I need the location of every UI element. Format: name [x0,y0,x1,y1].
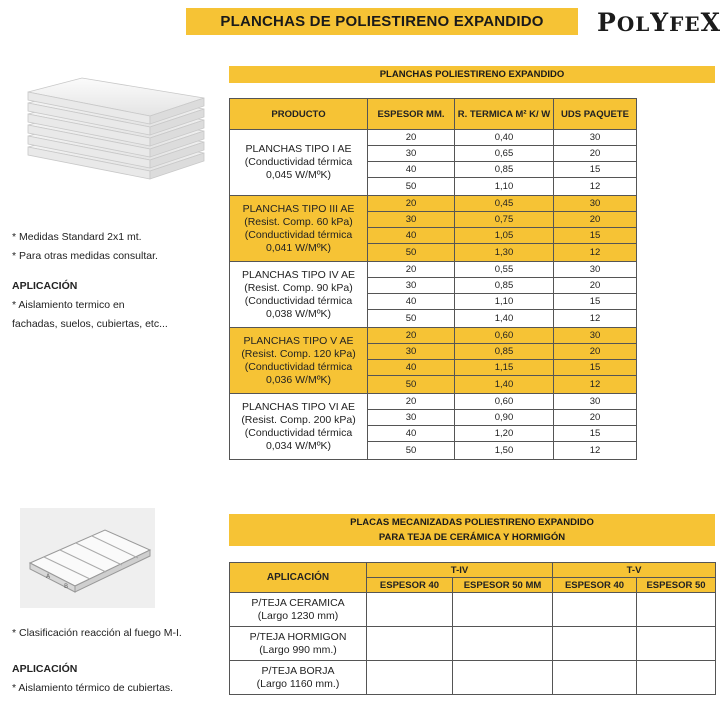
product-name-line: 0,038 W/MºK) [265,307,332,320]
brand-letter: OL [616,11,651,36]
aplicacion-cell [230,661,367,695]
aplicacion-line: (Largo 1160 mm.) [256,677,340,690]
table-row [230,196,637,212]
uds-paquete-cell: 30 [554,262,637,278]
r-termica-cell: 1,10 [455,294,554,310]
product-name-line: (Conductividad térmica [244,156,353,168]
header-espesor: ESPESOR MM. [368,99,455,130]
aplicacion-cell [230,593,367,627]
table1-title: PLANCHAS POLIESTIRENO EXPANDIDO [229,66,715,83]
empty-value-cell [453,593,553,627]
empty-value-cell [453,661,553,695]
espesor-cell: 30 [368,278,455,294]
empty-value-cell [637,661,716,695]
empty-value-cell [553,593,637,627]
uds-paquete-cell: 12 [554,310,637,328]
product-name-line: (Conductividad térmica [244,294,353,307]
brand-letter: E [684,11,701,36]
r-termica-cell: 0,60 [455,328,554,344]
uds-paquete-cell: 15 [554,426,637,442]
product-name-line: (Conductividad térmica [244,228,353,241]
header-uds-paquete: UDS PAQUETE [554,99,637,130]
espesor-cell: 50 [368,442,455,460]
r-termica-cell: 0,40 [455,130,554,146]
espesor-cell: 40 [368,228,455,244]
brand-logo-text [597,8,721,37]
empty-value-cell [637,627,716,661]
planchas-table-header [230,99,637,130]
header-aplicacion: APLICACIÓN [230,563,367,593]
uds-paquete-cell: 30 [554,394,637,410]
espesor-cell: 20 [368,328,455,344]
header-group-tiv: T-IV [367,563,553,578]
product-name-line: (Resist. Comp. 60 kPa) [244,215,353,228]
r-termica-cell: 0,60 [455,394,554,410]
uds-paquete-cell: 20 [554,146,637,162]
uds-paquete-cell: 20 [554,278,637,294]
r-termica-cell: 0,85 [455,344,554,360]
product-name-line: (Resist. Comp. 120 kPa) [241,347,356,360]
uds-paquete-cell: 30 [554,328,637,344]
uds-paquete-cell: 15 [554,228,637,244]
svg-text:A: A [46,573,51,580]
espesor-cell: 20 [368,262,455,278]
espesor-cell: 30 [368,410,455,426]
uds-paquete-cell: 30 [554,196,637,212]
measures-other: * Para otras medidas consultar. [12,250,158,262]
r-termica-cell: 1,10 [455,178,554,196]
header-espesor-40-tiv: ESPESOR 40 [367,578,453,593]
empty-value-cell [367,593,453,627]
planchas-table [229,98,637,460]
r-termica-cell: 0,85 [455,278,554,294]
header-espesor-50-tv: ESPESOR 50 [637,578,716,593]
product-name-line: 0,034 W/MºK) [265,439,332,452]
table-row [230,627,716,661]
measures-info [12,228,158,266]
r-termica-cell: 0,55 [455,262,554,278]
espesor-cell: 50 [368,376,455,394]
table-row [230,262,637,278]
header-r-termica: R. TERMICA M² K/ W [455,99,554,130]
placas-table [229,562,716,695]
uds-paquete-cell: 12 [554,178,637,196]
application-line-2: fachadas, suelos, cubiertas, etc... [12,318,168,330]
r-termica-cell: 0,90 [455,410,554,426]
table-row [230,661,716,695]
product-name-line: (Conductividad térmica [244,426,353,439]
uds-paquete-cell: 15 [554,294,637,310]
espesor-cell: 30 [368,344,455,360]
header-espesor-40-tv: ESPESOR 40 [553,578,637,593]
product-name-cell [230,130,368,196]
product-name-line: 0,045 W/MºK) [265,169,332,181]
empty-value-cell [367,661,453,695]
espesor-cell: 40 [368,426,455,442]
product-name-cell [230,394,368,460]
empty-value-cell [637,593,716,627]
brand-logo [597,4,722,40]
aplicacion-line: (Largo 990 mm.) [259,643,337,656]
aplicacion-cell [230,627,367,661]
application-title: APLICACIÓN [12,280,78,292]
empty-value-cell [553,661,637,695]
espesor-cell: 50 [368,244,455,262]
aplicacion-line: P/TEJA BORJA [261,664,335,677]
product-name-line: 0,041 W/MºK) [265,241,332,254]
uds-paquete-cell: 20 [554,344,637,360]
r-termica-cell: 0,85 [455,162,554,178]
espesor-cell: 50 [368,310,455,328]
uds-paquete-cell: 12 [554,442,637,460]
espesor-cell: 20 [368,196,455,212]
product-name-line: PLANCHAS TIPO I AE [245,143,352,155]
fire-class: * Clasificación reacción al fuego M-I. [12,627,182,639]
application2-info [12,660,173,698]
product-name-cell [230,196,368,262]
polystyrene-sheets-image [22,72,208,196]
uds-paquete-cell: 12 [554,244,637,262]
table2-title-line-1: PLACAS MECANIZADAS POLIESTIRENO EXPANDIDO [350,517,594,528]
product-name-line: PLANCHAS TIPO III AE [242,202,355,215]
r-termica-cell: 0,75 [455,212,554,228]
product-name-cell [230,262,368,328]
uds-paquete-cell: 20 [554,212,637,228]
r-termica-cell: 0,45 [455,196,554,212]
espesor-cell: 20 [368,130,455,146]
table-row [230,593,716,627]
header-producto: PRODUCTO [230,99,368,130]
aplicacion-line: P/TEJA CERAMICA [251,596,345,609]
application-info [12,277,168,334]
header-group-tv: T-V [553,563,716,578]
product-name-line: 0,036 W/MºK) [265,373,332,386]
table2-title [229,514,715,546]
application-line-1: * Aislamiento termico en [12,299,125,311]
espesor-cell: 40 [368,294,455,310]
table-row [230,394,637,410]
table2-title-line-2: PARA TEJA DE CERÁMICA Y HORMIGÓN [378,532,566,543]
r-termica-cell: 1,20 [455,426,554,442]
measures-standard: * Medidas Standard 2x1 mt. [12,231,142,243]
r-termica-cell: 1,40 [455,310,554,328]
product-name-line: PLANCHAS TIPO IV AE [241,268,355,281]
application2-title: APLICACIÓN [12,663,78,675]
uds-paquete-cell: 20 [554,410,637,426]
mechanized-plate-image [20,508,155,608]
espesor-cell: 40 [368,162,455,178]
header-espesor-50-tiv: ESPESOR 50 MM [453,578,553,593]
espesor-cell: 30 [368,212,455,228]
brand-letter: P [597,7,617,37]
brand-letter: X [700,7,722,37]
brand-letter: F [669,11,685,36]
product-name-line: (Resist. Comp. 200 kPa) [241,413,356,426]
empty-value-cell [553,627,637,661]
aplicacion-line: (Largo 1230 mm) [257,609,339,622]
empty-value-cell [453,627,553,661]
product-name-line: (Resist. Comp. 90 kPa) [244,281,353,294]
r-termica-cell: 1,15 [455,360,554,376]
product-name-line: PLANCHAS TIPO VI AE [241,400,355,413]
aplicacion-line: P/TEJA HORMIGON [249,630,347,643]
table-row [230,130,637,146]
product-name-cell [230,328,368,394]
application2-line-1: * Aislamiento térmico de cubiertas. [12,682,174,694]
product-name-line: (Conductividad térmica [244,360,353,373]
uds-paquete-cell: 15 [554,162,637,178]
espesor-cell: 20 [368,394,455,410]
r-termica-cell: 1,40 [455,376,554,394]
brand-letter: Y [650,7,670,37]
espesor-cell: 50 [368,178,455,196]
svg-text:B: B [64,583,69,590]
r-termica-cell: 1,50 [455,442,554,460]
r-termica-cell: 0,65 [455,146,554,162]
table-row [230,328,637,344]
uds-paquete-cell: 15 [554,360,637,376]
uds-paquete-cell: 30 [554,130,637,146]
page-title: PLANCHAS DE POLIESTIRENO EXPANDIDO [186,8,578,35]
empty-value-cell [367,627,453,661]
espesor-cell: 40 [368,360,455,376]
r-termica-cell: 1,05 [455,228,554,244]
uds-paquete-cell: 12 [554,376,637,394]
r-termica-cell: 1,30 [455,244,554,262]
product-name-line: PLANCHAS TIPO V AE [243,334,354,347]
fire-class-info [12,624,182,643]
espesor-cell: 30 [368,146,455,162]
